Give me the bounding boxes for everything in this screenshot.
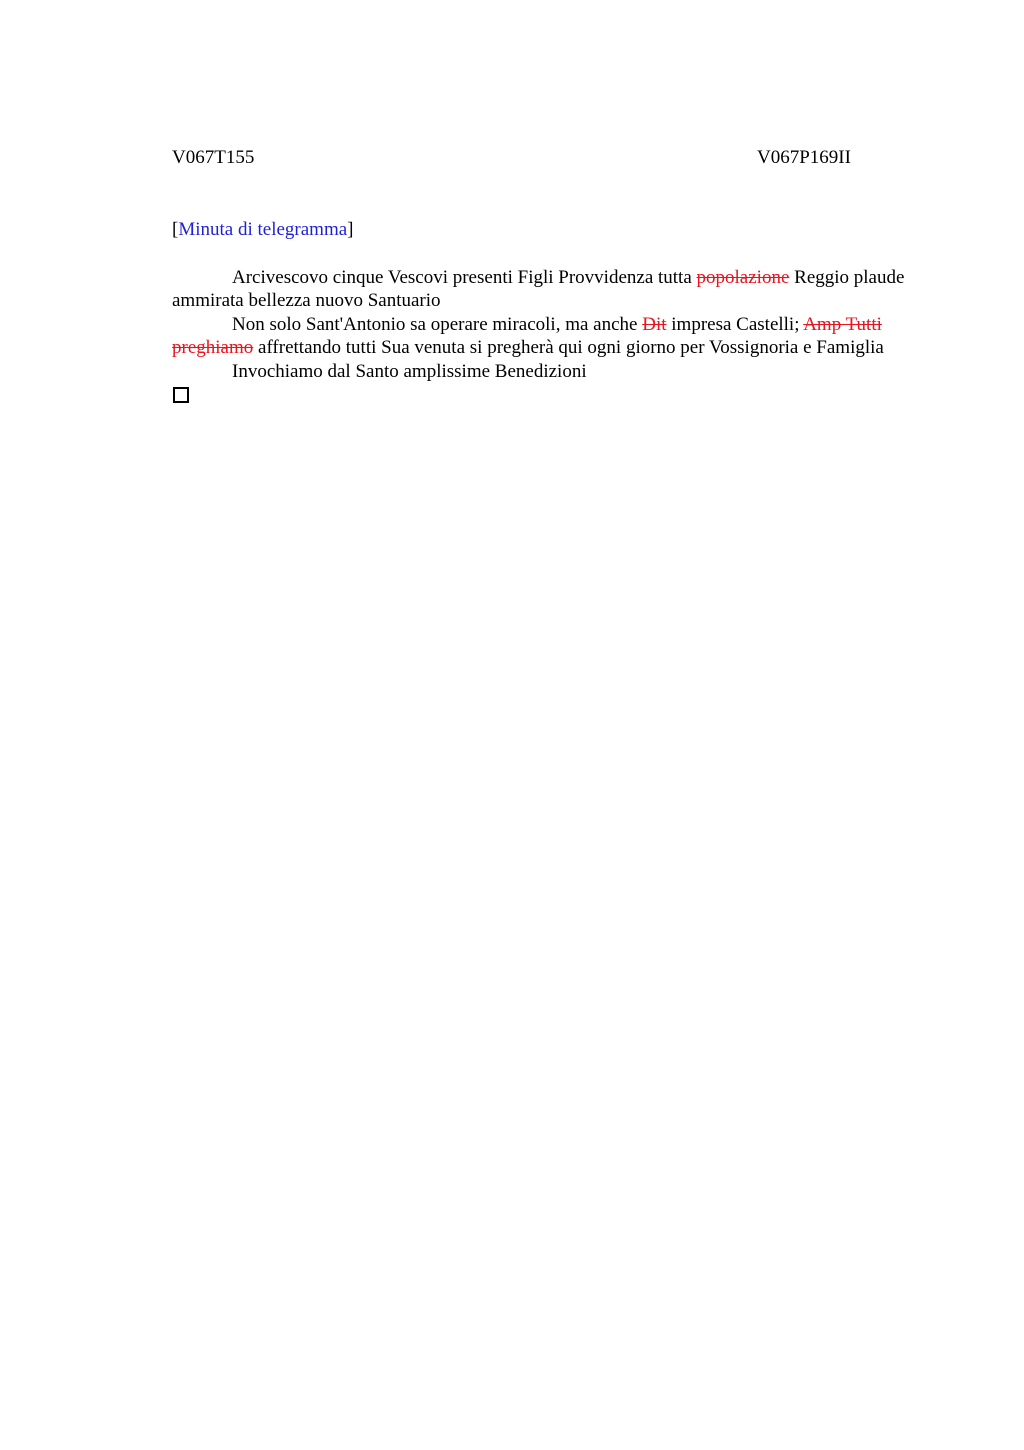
paragraph-1-text-after: Reggio plaude ammirata bellezza nuovo Santuario bbox=[172, 266, 905, 311]
document-code-right: V067P169II bbox=[757, 147, 851, 168]
document-page bbox=[172, 146, 917, 410]
document-header bbox=[172, 146, 917, 170]
paragraph-2-part-3: affrettando tutti Sua venuta si pregherà qui ogni giorno per Vossignoria e Famiglia bbox=[253, 337, 884, 358]
square-outline-icon bbox=[173, 387, 189, 403]
title-open-bracket: [ bbox=[172, 219, 179, 240]
paragraph-3-text: Invochiamo dal Santo amplissime Benedizioni bbox=[232, 360, 587, 382]
deleted-word-popolazione: popolazione bbox=[696, 266, 790, 288]
end-marker bbox=[172, 383, 917, 410]
document-title bbox=[172, 218, 917, 242]
telegram-body bbox=[172, 266, 917, 410]
title-text: Minuta di telegramma bbox=[178, 219, 348, 240]
paragraph-1 bbox=[172, 266, 917, 313]
document-code-left: V067T155 bbox=[172, 147, 255, 168]
paragraph-1-text-before: Arcivescovo cinque Vescovi presenti Figli Provvidenza tutta bbox=[232, 266, 697, 288]
paragraph-3 bbox=[172, 360, 917, 384]
paragraph-2-part-1: Non solo Sant'Antonio sa operare miracoli, ma anche bbox=[232, 313, 643, 335]
paragraph-2-part-2: impresa Castelli; bbox=[666, 313, 804, 335]
title-close-bracket: ] bbox=[347, 219, 354, 240]
deleted-phrase-tutti-preghiamo: Amp Tutti preghiamo bbox=[172, 313, 882, 358]
deleted-word-dit: Dit bbox=[642, 313, 667, 335]
paragraph-2 bbox=[172, 313, 917, 360]
